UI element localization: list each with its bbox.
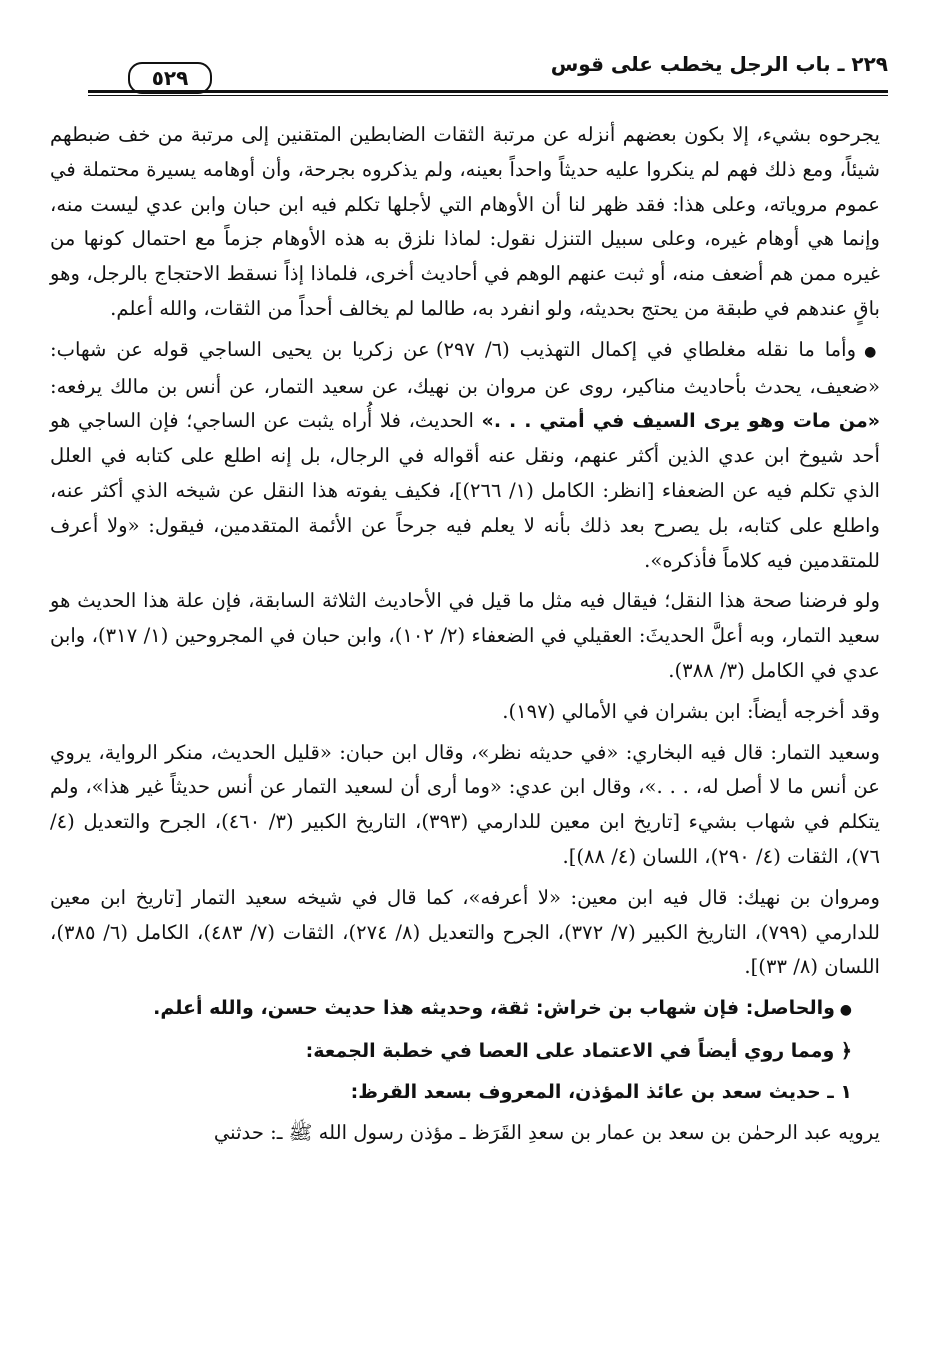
- paragraph: يرويه عبد الرحمٰن بن سعد بن عمار بن سعدِ القَرَظ ـ مؤذن رسول الله ﷺ ـ: حدثني: [213, 1120, 880, 1144]
- conclusion: ● والحاصل: فإن شهاب بن خراش: ثقة، وحديثه هذا حديث حسن، والله أعلم.: [50, 991, 880, 1028]
- paragraph: ولو فرضنا صحة هذا النقل؛ فيقال فيه مثل ما قيل في الأحاديث الثلاثة السابقة، فإن علة هذا الحديث هو سعيد التمار، وبه أعلَّ الحديثَ: العقيلي في الضعفاء (٢/ ١٠٢)، وابن حبان في المجروحين (١/ ٣١٧)، وابن عدي في الكامل (٣/ ٣٨٨).: [50, 589, 880, 682]
- paragraph-bullet: [50, 333, 880, 579]
- page-number: ٥٢٩: [128, 62, 212, 94]
- paragraph: يجرحوه بشيء، إلا بكون بعضهم أنزله عن مرتبة الثقات الضابطين المتقنين إلى مرتبة من خف ضبطهم شيئاً، ومع ذلك فهم لم ينكروا عليه حديثاً واحداً بعينه، ولم يذكروه بجرحة، وأن أوهامه يسيرة محتملة في عموم مروياته، وعلى هذا: فقد ظهر لنا أن الأوهام التي لأجلها تكلم فيه ابن حبان وابن عدي ليست منه، وإنما هي أوهام غيره، وعلى سبيل التنزل نقول: لماذا نلزق به هذه الأوهام جزماً مع احتمال كونها من غيره ممن هم أضعف منه، أو ثبت عنهم الوهم في أحاديث أخرى، فلماذا إذاً نسقط الاحتجاج بالرجل، وهو باقٍ عندهم في طبقة من يحتج بحديثه، ولو انفرد به، طالما لم يخالف أحداً من الثقات، والله أعلم.: [50, 123, 880, 320]
- header-rule-thin: [88, 95, 888, 96]
- paragraph-text: الحديث، فلا أُراه يثبت عن الساجي؛ فإن الساجي هو أحد شيوخ ابن عدي الذين أكثر عنهم، ونقل عنه أقواله في الرجال، بل إنه اطلع على كتابه في العلل الذي تكلم فيه عن الضعفاء [انظر: الكامل (١/ ٢٦٦)]، فكيف يفوته هذا النقل عن شيخه الذي أكثر عنه، واطلع على كتابه، بل يصرح بعد ذلك بأنه لا يعلم فيه جرحاً عن الأئمة المتقدمين، فيقول: «ولا أعرف للمتقدمين فيه كلاماً فأذكره».: [50, 409, 880, 572]
- paragraph: وقد أخرجه أيضاً: ابن بشران في الأمالي (١٩٧).: [502, 699, 880, 723]
- running-header: [88, 52, 888, 96]
- subsection-heading: ١ ـ حديث سعد بن عائذ المؤذن، المعروف بسعد القرظ:: [350, 1080, 852, 1103]
- hadith-quote: «من مات وهو يرى السيف في أمتي . . .»: [481, 410, 880, 433]
- section-heading: ﴿ ومما روي أيضاً في الاعتماد على العصا في خطبة الجمعة:: [305, 1039, 852, 1062]
- chapter-title: ٢٢٩ ـ باب الرجل يخطب على قوس: [550, 52, 888, 76]
- paragraph: ومروان بن نهيك: قال فيه ابن معين: «لا أعرفه»، كما قال في شيخه سعيد التمار [تاريخ ابن معين للدارمي (٧٩٩)، التاريخ الكبير (٧/ ٣٧٢)، الجرح والتعديل (٨/ ٢٧٤)، الثقات (٧/ ٤٨٣)، الكامل (٦/ ٣٨٥)، اللسان (٨/ ٣٣)].: [50, 885, 880, 979]
- page-body: [50, 118, 880, 1156]
- paragraph-text: وأما ما نقله مغلطاي في إكمال التهذيب (٦/ ٢٩٧) عن زكريا بن يحيى الساجي قوله عن شهاب: «ضعيف، يحدث بأحاديث مناكير، روى عن مروان بن نهيك، عن سعيد التمار، عن أنس بن مالك يرفعه:: [50, 337, 880, 398]
- header-rule: [88, 90, 888, 93]
- paragraph: وسعيد التمار: قال فيه البخاري: «في حديثه نظر»، وقال ابن حبان: «قليل الحديث، منكر الرواية، يروي عن أنس ما لا أصل له، . . .»، وقال ابن عدي: «وما أرى أن لسعيد التمار عن أنس حديثاً غير هذا»، ولم يتكلم في شهاب بشيء [تاريخ ابن معين للدارمي (٣٩٣)، التاريخ الكبير (٣/ ٤٦٠)، الجرح والتعديل (٤/ ٧٦)، الثقات (٤/ ٢٩٠)، اللسان (٤/ ٨٨)].: [50, 740, 881, 868]
